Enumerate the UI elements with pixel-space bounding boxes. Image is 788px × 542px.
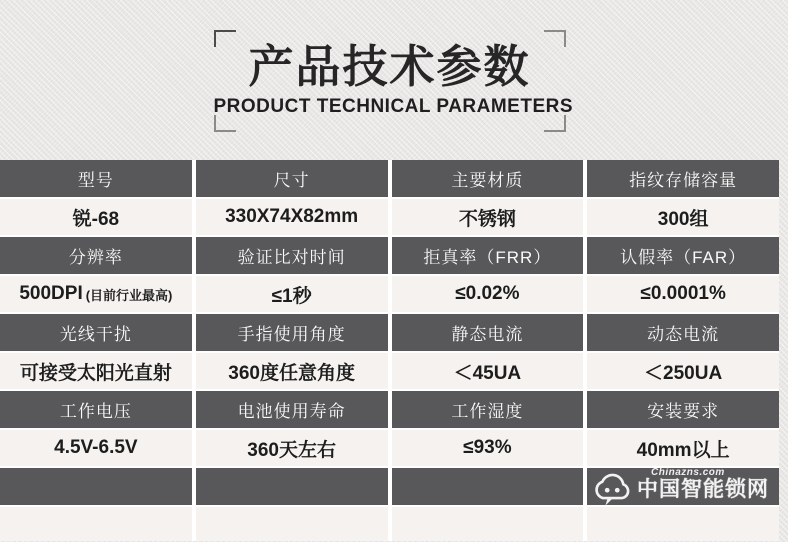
header-cell-resolution: 分辨率 — [0, 237, 192, 274]
watermark-site-name: 中国智能锁网 — [637, 477, 769, 501]
header-cell-model: 型号 — [0, 160, 192, 197]
header-cell-light-interference: 光线干扰 — [0, 314, 192, 351]
value-cell-far: ≤0.0001% — [587, 276, 779, 312]
footer-dark-cell — [0, 468, 192, 505]
footer-light-cell — [587, 507, 779, 541]
corner-bracket-bottom-left-icon — [214, 115, 236, 132]
header-cell-material: 主要材质 — [392, 160, 584, 197]
header-cell-finger-angle: 手指使用角度 — [196, 314, 388, 351]
value-cell-dynamic-current: ＜250UA — [587, 353, 779, 389]
header-cell-verify-time: 验证比对时间 — [196, 237, 388, 274]
footer-light-cell — [0, 507, 192, 541]
value-cell-battery-life: 360天左右 — [196, 430, 388, 466]
header-cell-battery-life: 电池使用寿命 — [196, 391, 388, 428]
corner-bracket-top-right-icon — [544, 30, 566, 47]
footer-light-cell — [392, 507, 584, 541]
header-cell-dimensions: 尺寸 — [196, 160, 388, 197]
value-cell-finger-angle: 360度任意角度 — [196, 353, 388, 389]
value-cell-dimensions: 330X74X82mm — [196, 199, 388, 235]
resolution-value: 500DPI — [19, 283, 83, 304]
header-cell-humidity: 工作湿度 — [392, 391, 584, 428]
page-subtitle: PRODUCT TECHNICAL PARAMETERS — [213, 95, 574, 117]
cloud-lock-logo-icon — [591, 467, 633, 509]
header-cell-voltage: 工作电压 — [0, 391, 192, 428]
value-cell-static-current: ＜45UA — [392, 353, 584, 389]
spec-table — [0, 160, 779, 541]
value-cell-install-requirement: 40mm以上 — [587, 430, 779, 466]
header-cell-dynamic-current: 动态电流 — [587, 314, 779, 351]
value-cell-voltage: 4.5V-6.5V — [0, 430, 192, 466]
header-cell-far: 认假率（FAR） — [587, 237, 779, 274]
header-cell-frr: 拒真率（FRR） — [392, 237, 584, 274]
title-block — [213, 30, 574, 132]
value-cell-humidity: ≤93% — [392, 430, 584, 466]
value-cell-resolution — [0, 276, 192, 312]
footer-dark-cell — [196, 468, 388, 505]
page-title: 产品技术参数 — [248, 41, 531, 92]
footer-light-cell — [196, 507, 388, 541]
value-cell-frr: ≤0.02% — [392, 276, 584, 312]
value-cell-light-interference: 可接受太阳光直射 — [0, 353, 192, 389]
resolution-note: (目前行业最高) — [85, 287, 173, 303]
corner-bracket-top-left-icon — [214, 30, 236, 47]
value-cell-model: 锐-68 — [0, 199, 192, 235]
corner-bracket-bottom-right-icon — [544, 115, 566, 132]
footer-logo-cell — [587, 468, 779, 505]
header-cell-static-current: 静态电流 — [392, 314, 584, 351]
header-cell-fingerprint-capacity: 指纹存储容量 — [587, 160, 779, 197]
watermark-domain: Chinazns.com — [651, 466, 725, 478]
value-cell-verify-time: ≤1秒 — [196, 276, 388, 312]
site-watermark-text — [637, 465, 769, 500]
value-cell-fingerprint-capacity: 300组 — [587, 199, 779, 235]
site-watermark — [591, 465, 769, 509]
header-cell-install-requirement: 安装要求 — [587, 391, 779, 428]
value-cell-material: 不锈钢 — [392, 199, 584, 235]
footer-dark-cell — [392, 468, 584, 505]
